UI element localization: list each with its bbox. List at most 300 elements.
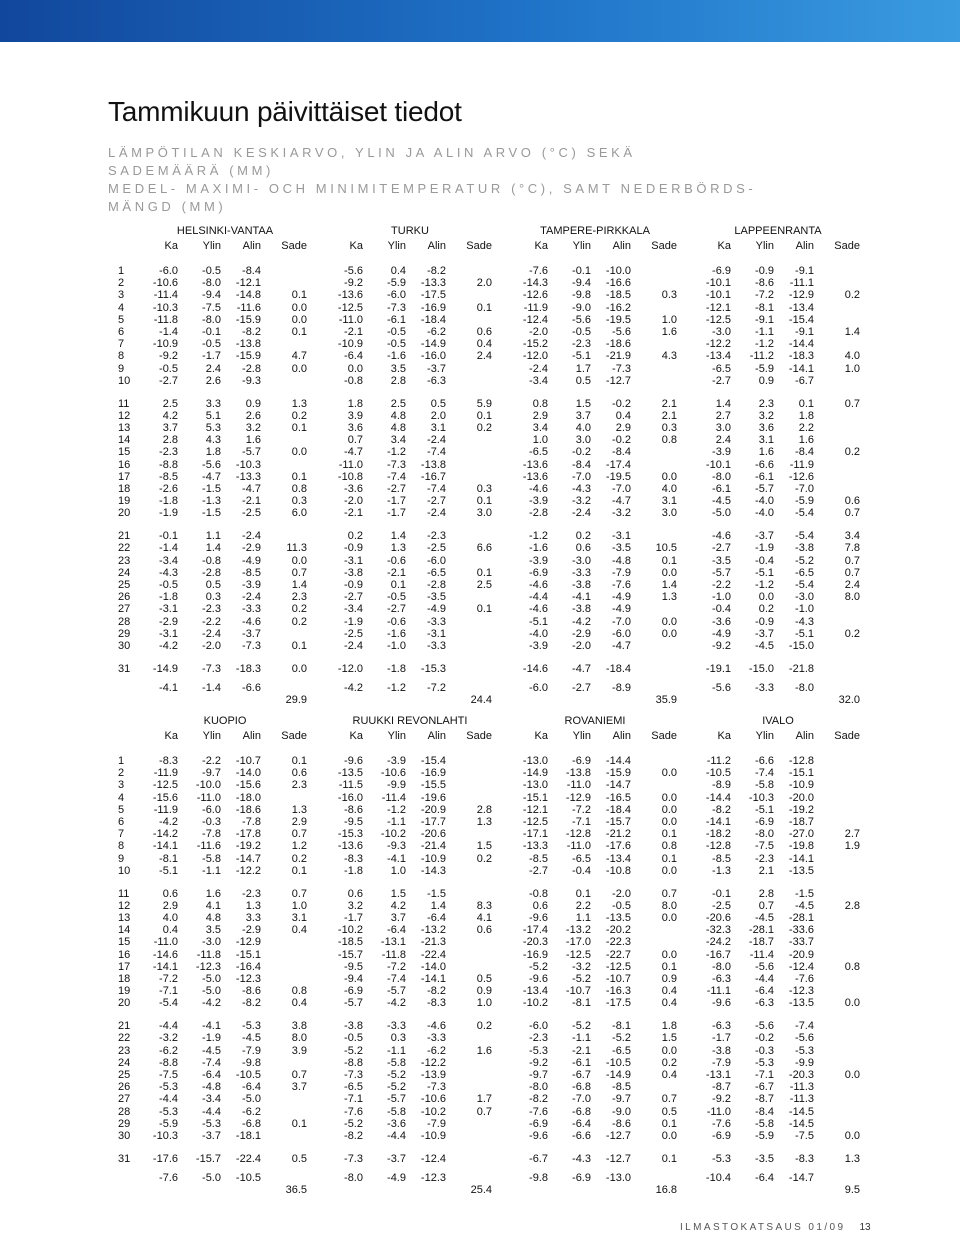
table-cell: 4.3 <box>205 434 221 447</box>
table-cell: -7.6 <box>612 579 631 591</box>
table-cell: -12.9 <box>235 936 261 949</box>
table-cell: 0.0 <box>661 912 677 924</box>
table-cell: 3.9 <box>291 1044 307 1057</box>
table-cell: 0.0 <box>291 313 307 326</box>
table-cell: 2.9 <box>162 899 178 912</box>
table-cell: -17.4 <box>605 458 631 471</box>
table-cell: -10.3 <box>152 1130 178 1142</box>
table-cell: -4.9 <box>612 591 631 604</box>
table-cell: -5.8 <box>755 1117 774 1130</box>
table-cell: 1.4 <box>844 326 860 338</box>
table-cell: 4.8 <box>390 422 406 434</box>
table-cell: -10.2 <box>380 828 406 841</box>
table-cell: -5.3 <box>159 1081 178 1094</box>
table-cell: 0.7 <box>661 887 677 900</box>
table-cell: -2.9 <box>242 542 261 555</box>
table-cell: -5.7 <box>755 483 774 495</box>
table-cell: -2.3 <box>572 338 591 351</box>
table-cell: -6.2 <box>427 326 446 338</box>
table-cell: -6.4 <box>755 985 774 998</box>
table-cell: -11.0 <box>566 840 591 853</box>
table-cell: -0.8 <box>344 374 363 387</box>
monthly-mean: -10.4 <box>705 1172 731 1184</box>
table-cell: 3.9 <box>347 409 363 422</box>
table-cell: -6.7 <box>795 374 814 387</box>
table-cell: 0.6 <box>476 924 492 937</box>
column-header: Alin <box>612 730 631 742</box>
table-cell: -16.0 <box>337 791 363 804</box>
table-cell: -7.4 <box>795 1020 814 1033</box>
table-cell: -1.0 <box>795 603 814 616</box>
table-cell: -15.0 <box>788 640 814 652</box>
table-cell: -5.4 <box>795 579 814 591</box>
table-cell: -1.7 <box>202 350 221 363</box>
table-cell: -1.7 <box>344 912 363 924</box>
day-number: 9 <box>118 362 125 375</box>
table-cell: -13.0 <box>522 779 548 792</box>
table-cell: -2.5 <box>242 507 261 520</box>
table-cell: -20.3 <box>788 1069 814 1081</box>
table-cell: -12.4 <box>788 960 814 973</box>
table-cell: 2.7 <box>844 828 860 841</box>
day-number: 18 <box>118 483 131 495</box>
table-cell: -10.6 <box>420 1093 446 1106</box>
table-cell: -4.4 <box>159 1093 178 1106</box>
day-number: 10 <box>118 864 131 877</box>
column-header: Ylin <box>202 240 221 252</box>
table-cell: 0.1 <box>291 1117 307 1130</box>
table-cell: 0.1 <box>291 470 307 483</box>
table-cell: -4.9 <box>612 603 631 616</box>
monthly-precip-total: 25.4 <box>470 1184 492 1196</box>
table-cell: -13.4 <box>788 301 814 314</box>
day-number: 20 <box>118 507 131 520</box>
table-cell: -15.9 <box>605 767 631 780</box>
table-cell: 0.0 <box>347 362 363 375</box>
table-cell: -0.4 <box>755 554 774 567</box>
table-cell: 0.1 <box>661 554 677 567</box>
table-cell: -1.2 <box>755 338 774 351</box>
table-cell: -3.9 <box>529 495 548 508</box>
table-cell: -8.6 <box>344 803 363 816</box>
table-cell: 4.1 <box>205 899 221 912</box>
table-cell: -5.2 <box>612 1032 631 1045</box>
table-cell: -7.9 <box>427 1117 446 1130</box>
table-cell: -12.5 <box>152 779 178 792</box>
table-cell: -14.4 <box>788 338 814 351</box>
table-cell: -6.2 <box>159 1044 178 1057</box>
table-cell: -0.5 <box>387 326 406 338</box>
day-number: 10 <box>118 374 131 387</box>
table-cell: 0.1 <box>575 887 591 900</box>
table-cell: -8.3 <box>159 755 178 767</box>
table-cell: 0.4 <box>390 265 406 277</box>
table-cell: 0.2 <box>476 422 492 434</box>
table-cell: -15.0 <box>748 662 774 675</box>
table-cell: -7.2 <box>387 960 406 973</box>
table-cell: -5.0 <box>202 973 221 985</box>
column-header: Ka <box>349 240 363 252</box>
table-cell: -14.6 <box>522 662 548 675</box>
table-cell: -1.2 <box>529 530 548 543</box>
table-cell: -2.4 <box>202 627 221 640</box>
table-cell: -5.7 <box>344 997 363 1010</box>
table-cell: -3.4 <box>159 554 178 567</box>
table-cell: 0.1 <box>476 495 492 508</box>
table-cell: -3.8 <box>344 566 363 579</box>
day-number: 3 <box>118 289 125 302</box>
table-cell: -6.4 <box>387 924 406 937</box>
column-header: Alin <box>612 240 631 252</box>
day-number: 11 <box>118 397 130 410</box>
table-cell: -1.0 <box>712 591 731 604</box>
table-cell: -22.7 <box>605 948 631 961</box>
table-cell: 0.0 <box>661 767 677 780</box>
table-cell: -17.1 <box>522 828 548 841</box>
table-cell: -0.6 <box>387 554 406 567</box>
table-cell: -7.6 <box>529 265 548 277</box>
column-header: Sade <box>466 730 492 742</box>
table-cell: -0.2 <box>572 446 591 459</box>
table-cell: -18.4 <box>605 803 631 816</box>
table-cell: 4.0 <box>575 422 591 434</box>
table-cell: -5.1 <box>755 566 774 579</box>
table-cell: -2.7 <box>712 542 731 555</box>
table-cell: 0.1 <box>291 326 307 338</box>
table-cell: -12.8 <box>705 840 731 853</box>
table-cell: 3.7 <box>162 422 178 434</box>
table-cell: -1.1 <box>387 1044 406 1057</box>
table-cell: -4.2 <box>572 615 591 628</box>
table-cell: -13.5 <box>788 864 814 877</box>
table-cell: 3.1 <box>758 434 774 447</box>
table-cell: -3.2 <box>572 495 591 508</box>
table-cell: -3.5 <box>712 554 731 567</box>
table-cell: -3.9 <box>242 579 261 591</box>
table-cell: -8.8 <box>159 1056 178 1069</box>
table-cell: -9.1 <box>795 265 814 277</box>
table-cell: -0.9 <box>344 542 363 555</box>
table-cell: -8.5 <box>529 852 548 865</box>
table-cell: 0.1 <box>291 640 307 652</box>
table-cell: -1.5 <box>202 483 221 495</box>
table-cell: -12.8 <box>788 755 814 767</box>
table-cell: -5.3 <box>202 1117 221 1130</box>
table-cell: -7.0 <box>612 483 631 495</box>
table-cell: -16.7 <box>705 948 731 961</box>
table-cell: -2.4 <box>529 362 548 375</box>
table-cell: 3.4 <box>532 422 548 434</box>
table-cell: -5.7 <box>242 446 261 459</box>
table-cell: 1.8 <box>661 1020 677 1033</box>
table-cell: -11.3 <box>789 1093 814 1106</box>
table-cell: 1.7 <box>575 362 591 375</box>
table-cell: 2.2 <box>798 422 814 434</box>
table-cell: -0.8 <box>529 887 548 900</box>
table-cell: 1.5 <box>476 840 492 853</box>
day-number: 14 <box>118 924 131 937</box>
table-cell: -6.8 <box>242 1117 261 1130</box>
table-cell: -1.4 <box>159 326 178 338</box>
table-cell: -15.3 <box>337 828 363 841</box>
table-cell: -2.7 <box>387 603 406 616</box>
table-cell: -6.3 <box>712 1020 731 1033</box>
table-cell: -7.5 <box>755 840 774 853</box>
table-cell: 1.3 <box>390 542 406 555</box>
table-cell: -4.7 <box>344 446 363 459</box>
table-cell: -3.1 <box>612 530 631 543</box>
table-cell: -3.3 <box>427 615 446 628</box>
table-cell: 2.8 <box>476 803 492 816</box>
table-cell: -0.4 <box>572 864 591 877</box>
table-cell: -4.5 <box>242 1032 261 1045</box>
table-cell: -1.5 <box>795 887 814 900</box>
table-cell: -5.3 <box>712 1152 731 1165</box>
table-cell: -2.7 <box>712 374 731 387</box>
table-cell: -8.2 <box>344 1130 363 1142</box>
table-cell: -6.4 <box>202 1069 221 1081</box>
table-cell: -12.0 <box>337 662 363 675</box>
table-cell: -7.6 <box>712 1117 731 1130</box>
day-number: 21 <box>118 530 131 543</box>
monthly-precip-total: 35.9 <box>655 694 677 706</box>
station-name: ROVANIEMI <box>564 715 626 727</box>
table-cell: 8.0 <box>291 1032 307 1045</box>
table-cell: -5.3 <box>795 1044 814 1057</box>
table-cell: -8.2 <box>242 326 261 338</box>
table-cell: -5.8 <box>202 852 221 865</box>
table-cell: -12.5 <box>705 313 731 326</box>
table-cell: -8.6 <box>242 985 261 998</box>
table-cell: 2.5 <box>390 397 406 410</box>
page-title: Tammikuun päivittäiset tiedot <box>108 96 462 127</box>
day-number: 31 <box>118 662 131 675</box>
table-cell: -5.3 <box>242 1020 261 1033</box>
table-cell: -1.8 <box>159 495 178 508</box>
table-cell: 4.1 <box>476 912 492 924</box>
table-cell: -9.5 <box>344 960 363 973</box>
table-cell: -10.0 <box>605 265 631 277</box>
table-cell: -4.4 <box>159 1020 178 1033</box>
table-cell: 5.1 <box>205 409 221 422</box>
day-number: 7 <box>118 828 125 841</box>
table-cell: -2.4 <box>242 591 261 604</box>
table-cell: 1.3 <box>245 899 261 912</box>
table-cell: -6.5 <box>529 446 548 459</box>
table-cell: -13.8 <box>235 338 261 351</box>
table-cell: -2.7 <box>427 495 446 508</box>
table-cell: -8.0 <box>712 470 731 483</box>
table-cell: -10.3 <box>235 458 261 471</box>
table-cell: -11.9 <box>153 767 178 780</box>
table-cell: -7.0 <box>612 615 631 628</box>
top-banner <box>0 0 960 42</box>
table-cell: -0.8 <box>202 554 221 567</box>
day-number: 26 <box>118 591 131 604</box>
table-cell: 2.4 <box>205 362 221 375</box>
table-cell: -7.5 <box>795 1130 814 1142</box>
table-cell: -18.3 <box>788 350 814 363</box>
table-cell: -15.9 <box>235 350 261 363</box>
table-cell: 1.0 <box>532 434 548 447</box>
table-cell: 5.9 <box>476 397 492 410</box>
day-number: 13 <box>118 912 131 924</box>
column-header: Ylin <box>202 730 221 742</box>
table-cell: -11.0 <box>706 1105 731 1118</box>
day-number: 2 <box>118 767 125 780</box>
table-cell: -0.9 <box>755 265 774 277</box>
table-cell: -4.9 <box>712 627 731 640</box>
table-cell: -4.6 <box>529 603 548 616</box>
table-cell: -11.5 <box>338 779 363 792</box>
table-cell: -7.3 <box>242 640 261 652</box>
table-cell: 0.1 <box>291 422 307 434</box>
subtitle-line: SADEMÄÄRÄ (MM) <box>108 163 274 178</box>
day-number: 9 <box>118 852 125 865</box>
table-cell: -3.2 <box>159 1032 178 1045</box>
table-cell: -0.5 <box>387 591 406 604</box>
table-cell: -3.3 <box>572 566 591 579</box>
table-cell: -12.1 <box>705 301 731 314</box>
table-cell: -14.9 <box>152 662 178 675</box>
table-cell: 4.8 <box>205 912 221 924</box>
day-number: 6 <box>118 816 125 828</box>
table-cell: -4.0 <box>755 507 774 520</box>
monthly-mean: -6.4 <box>755 1172 774 1184</box>
day-number: 6 <box>118 326 125 338</box>
table-cell: 8.3 <box>476 899 492 912</box>
table-cell: 2.8 <box>758 887 774 900</box>
table-cell: 0.0 <box>758 591 774 604</box>
table-cell: -18.4 <box>420 313 446 326</box>
table-cell: -7.3 <box>387 458 406 471</box>
table-cell: -17.0 <box>565 936 591 949</box>
table-cell: -20.9 <box>788 948 814 961</box>
table-cell: -10.5 <box>235 1069 261 1081</box>
table-cell: 0.1 <box>476 301 492 314</box>
table-cell: -22.3 <box>605 936 631 949</box>
table-cell: -4.6 <box>427 1020 446 1033</box>
day-number: 8 <box>118 840 125 853</box>
table-cell: -11.0 <box>338 458 363 471</box>
table-cell: -1.2 <box>387 803 406 816</box>
table-cell: -9.2 <box>344 277 363 290</box>
table-cell: -8.5 <box>612 1081 631 1094</box>
table-cell: -5.7 <box>712 566 731 579</box>
table-cell: 3.7 <box>390 912 406 924</box>
table-cell: 0.0 <box>661 864 677 877</box>
table-cell: 0.6 <box>347 887 363 900</box>
table-cell: -8.2 <box>712 803 731 816</box>
table-cell: -1.4 <box>159 542 178 555</box>
table-cell: -13.2 <box>420 924 446 937</box>
table-cell: -20.9 <box>420 803 446 816</box>
table-cell: -2.8 <box>242 362 261 375</box>
table-cell: -7.1 <box>159 985 178 998</box>
table-cell: -11.4 <box>153 289 178 302</box>
table-cell: -2.1 <box>242 495 261 508</box>
table-cell: -14.1 <box>788 852 814 865</box>
table-cell: -4.3 <box>572 1152 591 1165</box>
table-cell: -13.5 <box>337 767 363 780</box>
table-cell: -1.1 <box>202 864 221 877</box>
table-cell: -9.7 <box>202 767 221 780</box>
table-cell: -4.2 <box>159 640 178 652</box>
table-cell: 2.7 <box>715 409 731 422</box>
table-cell: 0.7 <box>291 887 307 900</box>
day-number: 29 <box>118 1117 131 1130</box>
table-cell: -7.6 <box>344 1105 363 1118</box>
table-cell: 0.0 <box>661 816 677 828</box>
table-cell: -7.8 <box>202 828 221 841</box>
table-cell: -6.7 <box>572 1069 591 1081</box>
monthly-mean: -4.9 <box>387 1172 406 1184</box>
table-cell: 3.0 <box>715 422 731 434</box>
table-cell: -9.9 <box>387 779 406 792</box>
column-header: Sade <box>834 240 860 252</box>
table-cell: -16.2 <box>605 301 631 314</box>
table-cell: -2.0 <box>202 640 221 652</box>
table-cell: -6.1 <box>755 470 774 483</box>
table-cell: -18.0 <box>235 791 261 804</box>
table-cell: 0.2 <box>661 1056 677 1069</box>
table-cell: -3.1 <box>159 603 178 616</box>
table-cell: -13.1 <box>705 1069 731 1081</box>
table-cell: -3.1 <box>159 627 178 640</box>
day-number: 18 <box>118 973 131 985</box>
table-cell: -8.7 <box>712 1081 731 1094</box>
table-cell: -7.1 <box>755 1069 774 1081</box>
table-cell: -18.3 <box>235 662 261 675</box>
table-cell: -2.4 <box>427 434 446 447</box>
table-cell: -3.8 <box>712 1044 731 1057</box>
table-cell: -0.5 <box>572 326 591 338</box>
table-cell: 1.7 <box>476 1093 492 1106</box>
table-cell: -7.3 <box>202 662 221 675</box>
table-cell: -9.7 <box>612 1093 631 1106</box>
monthly-precip-total: 24.4 <box>470 694 492 706</box>
table-cell: -14.1 <box>152 960 178 973</box>
table-cell: -13.8 <box>420 458 446 471</box>
monthly-mean: -12.3 <box>420 1172 446 1184</box>
table-cell: 0.0 <box>844 1130 860 1142</box>
day-number: 20 <box>118 997 131 1010</box>
table-cell: 1.9 <box>844 840 860 853</box>
monthly-mean: -10.5 <box>235 1172 261 1184</box>
table-cell: -15.6 <box>152 791 178 804</box>
table-cell: 2.8 <box>844 899 860 912</box>
day-number: 16 <box>118 948 131 961</box>
table-cell: -3.3 <box>427 640 446 652</box>
table-cell: -1.6 <box>387 627 406 640</box>
table-cell: -4.5 <box>755 640 774 652</box>
table-cell: -4.7 <box>612 495 631 508</box>
table-cell: 0.9 <box>661 973 677 985</box>
table-cell: -0.5 <box>159 579 178 591</box>
table-cell: -7.1 <box>572 816 591 828</box>
table-cell: 1.0 <box>476 997 492 1010</box>
table-cell: 8.0 <box>844 591 860 604</box>
table-cell: -11.8 <box>196 948 221 961</box>
table-cell: -9.2 <box>712 640 731 652</box>
table-cell: -6.2 <box>242 1105 261 1118</box>
table-cell: -18.7 <box>748 936 774 949</box>
table-cell: -9.2 <box>159 350 178 363</box>
table-cell: 1.3 <box>476 816 492 828</box>
table-cell: -9.7 <box>529 1069 548 1081</box>
table-cell: -6.1 <box>572 1056 591 1069</box>
table-cell: 0.2 <box>844 627 860 640</box>
